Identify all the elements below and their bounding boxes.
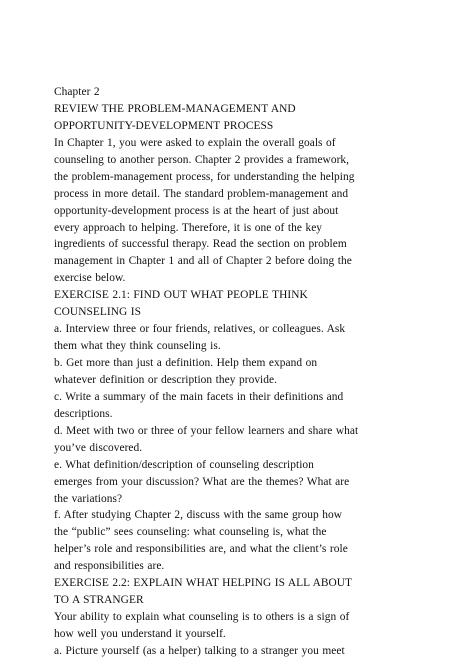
exercise-2-1-heading-line-2: COUNSELING IS [54, 306, 141, 319]
text-line: In Chapter 1, you were asked to explain the overall goals of [54, 136, 336, 149]
exercise-2-2-heading-line-2: TO A STRANGER [54, 594, 144, 607]
text-line: b. Get more than just a definition. Help them expand on [54, 357, 318, 369]
text-line: descriptions. [54, 407, 113, 420]
text-line: them what they think counseling is. [54, 340, 221, 353]
text-line: f. After studying Chapter 2, discuss with the same group how [54, 509, 343, 522]
exercise-2-2-heading-line-1: EXERCISE 2.2: EXPLAIN WHAT HELPING IS ALL ABOUT [54, 577, 353, 590]
text-line: management in Chapter 1 and all of Chapter 2 before doing the [54, 255, 352, 268]
chapter-title-line-1: REVIEW THE PROBLEM-MANAGEMENT AND [54, 102, 296, 115]
text-line: the problem-management process, for understanding the helping [54, 170, 355, 183]
text-line: exercise below. [54, 272, 126, 285]
text-line: e. What definition/description of counseling description [54, 458, 314, 471]
chapter-title-line-2: OPPORTUNITY-DEVELOPMENT PROCESS [54, 119, 274, 132]
text-line: and responsibilities are. [54, 560, 165, 573]
text-line: helper’s role and responsibilities are, and what the client’s role [54, 543, 348, 556]
text-line: the variations? [54, 492, 123, 505]
text-line: opportunity-development process is at the heart of just about [54, 204, 339, 217]
text-line: a. Picture yourself (as a helper) talking to a stranger you meet [54, 644, 345, 657]
text-line: how well you understand it yourself. [54, 628, 226, 640]
text-line: process in more detail. The standard problem-management and [54, 187, 349, 200]
text-line: a. Interview three or four friends, relatives, or colleagues. Ask [54, 323, 346, 336]
chapter-label: Chapter 2 [54, 86, 100, 98]
text-line: whatever definition or description they provide. [54, 373, 278, 386]
text-line: the “public” sees counseling: what counseling is, what the [54, 526, 327, 539]
text-line: every approach to helping. Therefore, it is one of the key [54, 221, 323, 234]
text-line: you’ve discovered. [54, 441, 143, 454]
text-line: Your ability to explain what counseling is to others is a sign of [54, 611, 350, 624]
text-line: c. Write a summary of the main facets in their definitions and [54, 390, 344, 403]
exercise-2-1-heading-line-1: EXERCISE 2.1: FIND OUT WHAT PEOPLE THINK [54, 289, 308, 302]
text-line: d. Meet with two or three of your fellow learners and share what [54, 424, 359, 437]
text-line: ingredients of successful therapy. Read the section on problem [54, 238, 347, 251]
document-text [54, 84, 414, 660]
text-line: emerges from your discussion? What are the themes? What are [54, 475, 350, 488]
text-line: counseling to another person. Chapter 2 provides a framework, [54, 153, 350, 166]
